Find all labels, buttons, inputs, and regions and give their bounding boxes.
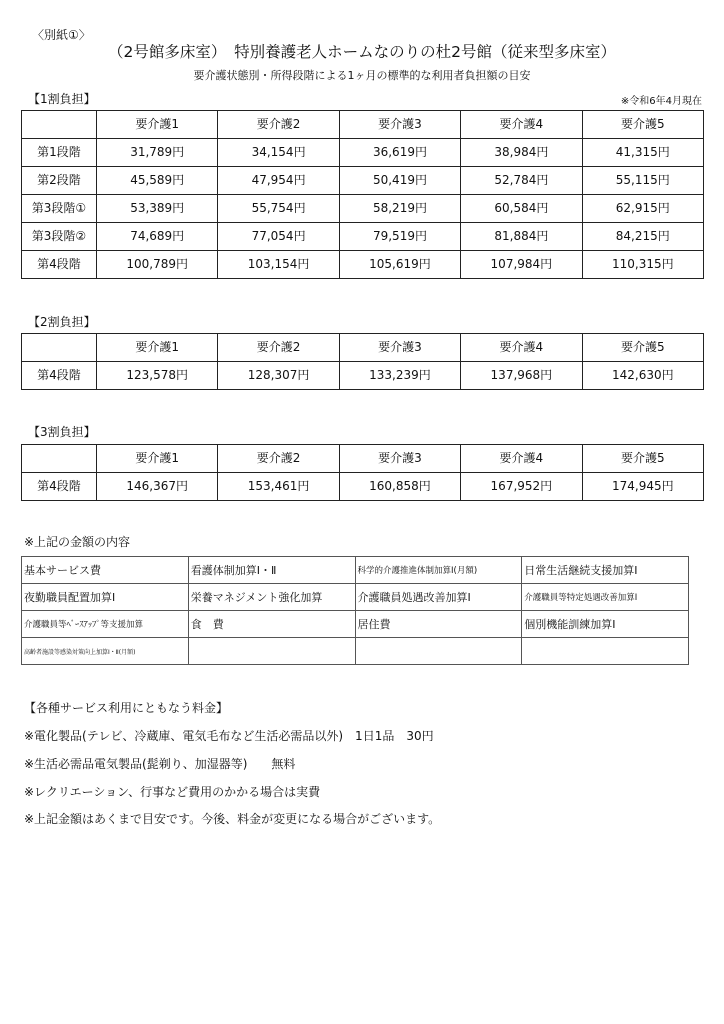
stage-cell: 第3段階② — [22, 223, 97, 251]
breakdown-cell — [188, 638, 355, 665]
header-corner-cell — [22, 111, 97, 139]
table-header-row — [22, 111, 704, 139]
breakdown-cell: 高齢者施設等感染対策向上加算Ⅰ・Ⅱ(月額) — [22, 638, 189, 665]
amount-cell: 133,239円 — [339, 362, 460, 390]
amount-cell: 167,952円 — [461, 473, 582, 501]
amount-cell: 55,115円 — [582, 167, 703, 195]
header-cell: 要介護5 — [582, 445, 703, 473]
table-row — [22, 362, 704, 390]
page-title: （2号館多床室） 特別養護老人ホームなのりの杜2号館（従来型多床室） — [108, 43, 616, 61]
breakdown-cell: 日常生活継続支援加算Ⅰ — [522, 557, 689, 584]
amount-cell: 31,789円 — [97, 139, 218, 167]
amount-cell: 36,619円 — [339, 139, 460, 167]
amount-cell: 142,630円 — [582, 362, 703, 390]
amount-cell: 62,915円 — [582, 195, 703, 223]
amount-cell: 38,984円 — [461, 139, 582, 167]
amount-cell: 34,154円 — [218, 139, 339, 167]
other-fee-line: ※レクリエーション、行事など費用のかかる場合は実費 — [24, 785, 321, 799]
stage-cell: 第3段階① — [22, 195, 97, 223]
stage-cell: 第4段階 — [22, 473, 97, 501]
amount-cell: 53,389円 — [97, 195, 218, 223]
stage-cell: 第1段階 — [22, 139, 97, 167]
header-cell: 要介護4 — [461, 445, 582, 473]
other-fee-line: ※上記金額はあくまで目安です。今後、料金が変更になる場合がございます。 — [24, 812, 441, 826]
amount-cell: 160,858円 — [339, 473, 460, 501]
breakdown-cell: 科学的介護推進体制加算Ⅰ(月額) — [355, 557, 522, 584]
other-fee-line: ※生活必需品電気製品(髭剃り、加湿器等) 無料 — [24, 757, 296, 771]
amount-cell: 52,784円 — [461, 167, 582, 195]
breakdown-table — [21, 556, 689, 665]
table-row — [22, 611, 689, 638]
section-heading-30pct: 【3割負担】 — [28, 425, 96, 439]
header-cell: 要介護1 — [97, 111, 218, 139]
other-fee-line: ※電化製品(テレビ、冷蔵庫、電気毛布など生活必需品以外) 1日1品 30円 — [24, 729, 434, 743]
stage-cell: 第4段階 — [22, 251, 97, 279]
amount-cell: 55,754円 — [218, 195, 339, 223]
breakdown-cell: 基本サービス費 — [22, 557, 189, 584]
section-heading-10pct: 【1割負担】 — [28, 92, 96, 106]
breakdown-cell: 介護職員等特定処遇改善加算Ⅰ — [522, 584, 689, 611]
appendix-label: 〈別紙①〉 — [32, 28, 91, 42]
amount-cell: 137,968円 — [461, 362, 582, 390]
header-cell: 要介護3 — [339, 111, 460, 139]
table-row — [22, 638, 689, 665]
header-corner-cell — [22, 334, 97, 362]
amount-cell: 50,419円 — [339, 167, 460, 195]
breakdown-cell: 介護職員処遇改善加算Ⅰ — [355, 584, 522, 611]
header-cell: 要介護3 — [339, 334, 460, 362]
amount-cell: 74,689円 — [97, 223, 218, 251]
header-cell: 要介護2 — [218, 111, 339, 139]
header-corner-cell — [22, 445, 97, 473]
table-header-row — [22, 445, 704, 473]
header-cell: 要介護2 — [218, 445, 339, 473]
table-row — [22, 584, 689, 611]
header-cell: 要介護5 — [582, 334, 703, 362]
amount-cell: 100,789円 — [97, 251, 218, 279]
table-row — [22, 223, 704, 251]
amount-cell: 81,884円 — [461, 223, 582, 251]
amount-cell: 110,315円 — [582, 251, 703, 279]
amount-cell: 79,519円 — [339, 223, 460, 251]
table-row — [22, 557, 689, 584]
breakdown-cell: 栄養マネジメント強化加算 — [188, 584, 355, 611]
other-fees-heading: 【各種サービス利用にともなう料金】 — [24, 701, 229, 715]
amount-cell: 174,945円 — [582, 473, 703, 501]
fee-table-10pct — [21, 110, 704, 279]
stage-cell: 第2段階 — [22, 167, 97, 195]
breakdown-cell: 食 費 — [188, 611, 355, 638]
amount-cell: 123,578円 — [97, 362, 218, 390]
amount-cell: 58,219円 — [339, 195, 460, 223]
breakdown-cell: 看護体制加算Ⅰ・Ⅱ — [188, 557, 355, 584]
header-cell: 要介護3 — [339, 445, 460, 473]
table-row — [22, 473, 704, 501]
section-heading-20pct: 【2割負担】 — [28, 315, 96, 329]
amount-cell: 128,307円 — [218, 362, 339, 390]
amount-cell: 153,461円 — [218, 473, 339, 501]
breakdown-cell: 居住費 — [355, 611, 522, 638]
breakdown-cell: 個別機能訓練加算Ⅰ — [522, 611, 689, 638]
header-cell: 要介護5 — [582, 111, 703, 139]
table-row — [22, 167, 704, 195]
breakdown-cell — [355, 638, 522, 665]
table-header-row — [22, 334, 704, 362]
stage-cell: 第4段階 — [22, 362, 97, 390]
header-cell: 要介護4 — [461, 334, 582, 362]
breakdown-cell: 夜勤職員配置加算Ⅰ — [22, 584, 189, 611]
amount-cell: 146,367円 — [97, 473, 218, 501]
fee-table-20pct — [21, 333, 704, 390]
breakdown-heading: ※上記の金額の内容 — [24, 535, 131, 549]
amount-cell: 103,154円 — [218, 251, 339, 279]
amount-cell: 107,984円 — [461, 251, 582, 279]
amount-cell: 84,215円 — [582, 223, 703, 251]
as-of-note: ※令和6年4月現在 — [620, 96, 702, 107]
amount-cell: 47,954円 — [218, 167, 339, 195]
amount-cell: 60,584円 — [461, 195, 582, 223]
table-row — [22, 139, 704, 167]
page-subtitle: 要介護状態別・所得段階による1ヶ月の標準的な利用者負担額の目安 — [193, 69, 531, 82]
header-cell: 要介護4 — [461, 111, 582, 139]
header-cell: 要介護2 — [218, 334, 339, 362]
amount-cell: 105,619円 — [339, 251, 460, 279]
amount-cell: 45,589円 — [97, 167, 218, 195]
breakdown-cell: 介護職員等ﾍﾞｰｽｱｯﾌﾟ等支援加算 — [22, 611, 189, 638]
header-cell: 要介護1 — [97, 334, 218, 362]
amount-cell: 41,315円 — [582, 139, 703, 167]
fee-table-30pct — [21, 444, 704, 501]
breakdown-cell — [522, 638, 689, 665]
table-row — [22, 195, 704, 223]
amount-cell: 77,054円 — [218, 223, 339, 251]
header-cell: 要介護1 — [97, 445, 218, 473]
table-row — [22, 251, 704, 279]
